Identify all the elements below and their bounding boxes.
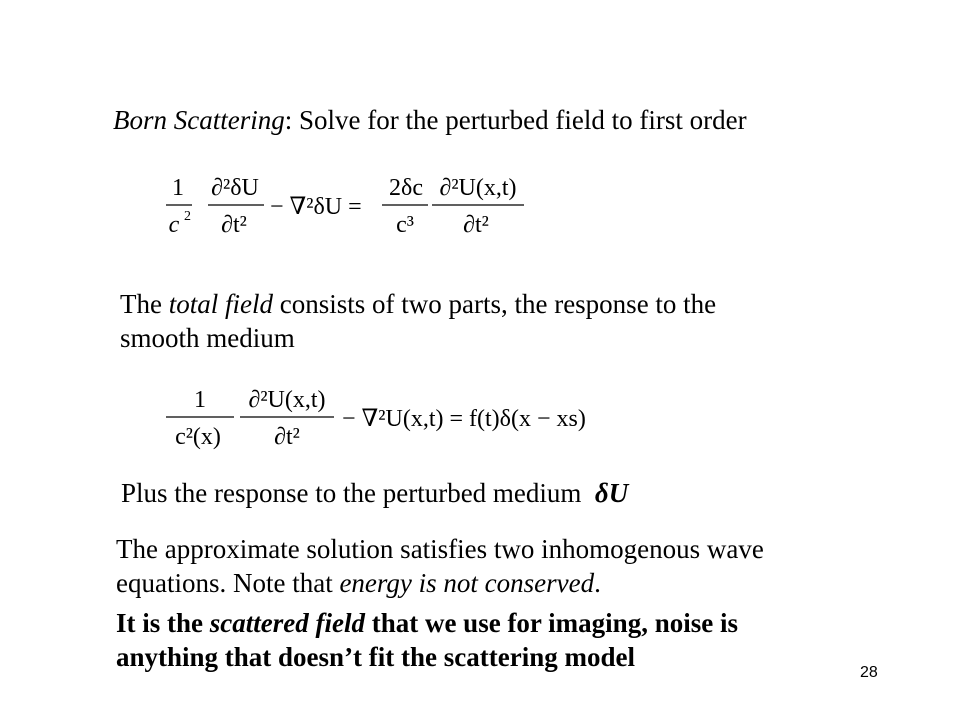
approx-solution-paragraph: [116, 532, 764, 600]
eq1-frac3-den: c³: [396, 212, 414, 238]
plus-response-text: Plus the response to the perturbed medium: [121, 478, 582, 508]
bold-line1: It is the scattered field that we use for imaging, noise is: [116, 608, 738, 638]
eq1-frac1-num: 1: [172, 175, 184, 201]
eq2-frac1-num: 1: [194, 387, 206, 413]
total-field-italic: total field: [168, 289, 273, 319]
approx-line1: The approximate solution satisfies two inhomogenous wave: [116, 534, 764, 564]
heading-rest: : Solve for the perturbed field to first order: [284, 105, 747, 135]
svg-text:2: 2: [184, 209, 191, 224]
eq1-frac3-num: 2δc: [389, 175, 423, 201]
scattered-field-paragraph: [116, 606, 738, 674]
eq2-frac2-den: ∂t²: [274, 424, 300, 450]
approx-line2: equations. Note that energy is not conserved.: [116, 568, 601, 598]
eq1-frac4-den: ∂t²: [463, 212, 489, 238]
eq1-frac2-num: ∂²δU: [211, 175, 259, 201]
delta-u-symbol: δU: [594, 478, 629, 508]
equation-born-scattering: [160, 168, 540, 253]
plus-response-line: [121, 476, 628, 510]
eq1-frac4-num: ∂²U(x,t): [439, 175, 517, 201]
heading-italic: Born Scattering: [113, 105, 285, 135]
eq2-frac2-num: ∂²U(x,t): [248, 387, 326, 413]
eq1-frac2-den: ∂t²: [221, 212, 247, 238]
bold-italic: scattered field: [209, 608, 365, 638]
eq2-frac1-den: c²(x): [175, 424, 221, 450]
eq1-middle: − ∇²δU =: [270, 194, 362, 220]
bold-line2: anything that doesn’t fit the scattering model: [116, 642, 635, 672]
equation-smooth-medium: [160, 380, 680, 465]
total-field-paragraph: [120, 287, 716, 355]
total-field-line2: smooth medium: [120, 323, 295, 353]
eq1-frac1-den: c: [168, 212, 180, 238]
total-field-line1: The total field consists of two parts, the response to the: [120, 289, 717, 319]
slide-heading: [113, 103, 747, 137]
approx-italic: energy is not conserved: [339, 568, 595, 598]
eq2-rhs: − ∇²U(x,t) = f(t)δ(x − xs): [342, 406, 586, 432]
page-number: 28: [860, 664, 878, 681]
